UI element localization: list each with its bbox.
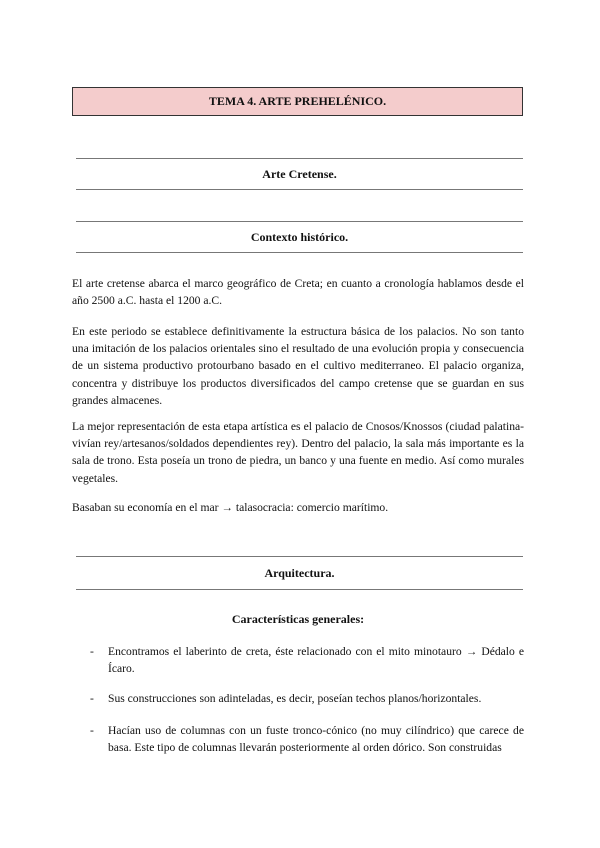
list-item [90, 722, 524, 756]
list-item-text: Sus construcciones son adinteladas, es decir, poseían techos planos/horizontales. [108, 692, 482, 705]
section-heading-contexto-historico: Contexto histórico. [76, 221, 523, 253]
subheading-caracteristicas: Características generales: [231, 612, 365, 626]
paragraph-cronologia: El arte cretense abarca el marco geográfico de Creta; en cuanto a cronología hablamos desde el año 2500 a.C. hasta el 1200 a.C. [72, 277, 524, 308]
section-heading-arte-cretense: Arte Cretense. [76, 158, 523, 190]
list-item [90, 690, 524, 707]
paragraph-economia: Basaban su economía en el mar → talasocracia: comercio marítimo. [72, 501, 389, 514]
section-heading-arquitectura: Arquitectura. [76, 556, 523, 590]
list-bullet: - [90, 645, 94, 658]
list-bullet: - [90, 724, 94, 737]
list-item-text: Encontramos el laberinto de creta, éste relacionado con el mito minotauro → Dédalo e Ícaro. [108, 645, 524, 676]
paragraph-palacios: En este periodo se establece definitivamente la estructura básica de los palacios. No son tanto una imitación de los palacios orientales sino el resultado de una evolución propia y consecuencia de un sistema productivo protourbano basado en el cultivo mediterraneo. El palacio organiza, concentra y distribuye los productos diversificados del campo cretense que se guardan en sus grandes almacenes. [72, 325, 524, 407]
page-title: TEMA 4. ARTE PREHELÉNICO. [72, 87, 523, 116]
paragraph-knossos: La mejor representación de esta etapa artística es el palacio de Cnosos/Knossos (ciudad palatina-vivían rey/artesanos/soldados dependientes rey). Dentro del palacio, la sala más importante es la sala de trono. Esta poseía un trono de piedra, un banco y una fuente en medio. Así como murales vegetales. [72, 420, 524, 485]
list-item-text: Hacían uso de columnas con un fuste tronco-cónico (no muy cilíndrico) que carece de basa. Este tipo de columnas llevarán posteriormente al orden dórico. Son construidas [108, 724, 524, 755]
list-item [90, 643, 524, 677]
list-bullet: - [90, 692, 94, 705]
